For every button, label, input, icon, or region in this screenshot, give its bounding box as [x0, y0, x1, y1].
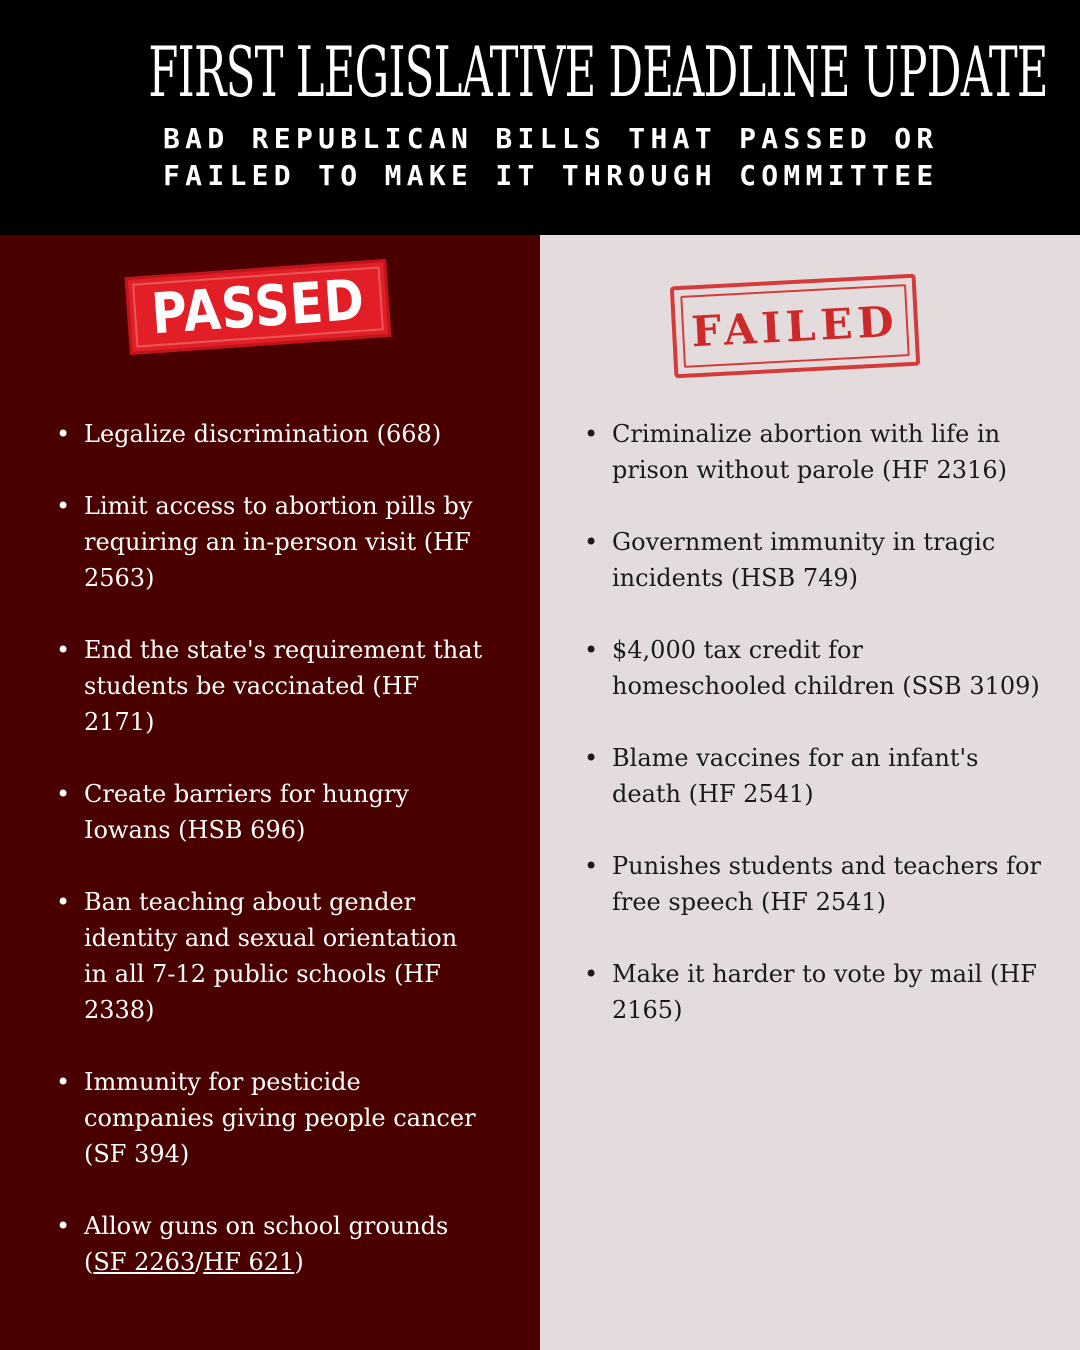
bullet-icon: • [56, 492, 71, 520]
bullet-icon: • [56, 636, 71, 664]
subtitle-line-2: FAILED TO MAKE IT THROUGH COMMITTEE [163, 159, 939, 192]
page-title: FIRST LEGISLATIVE DEADLINE UPDATE [148, 32, 1048, 114]
paren-open: ( [84, 1248, 94, 1276]
passed-item-text: Immunity for pesticide companies giving people cancer (SF 394) [84, 1068, 476, 1168]
list-item [584, 956, 1044, 1028]
failed-stamp-border [680, 284, 909, 368]
page-subtitle [163, 120, 939, 194]
bullet-icon: • [56, 888, 71, 916]
bullet-icon: • [584, 852, 599, 880]
failed-stamp-label: FAILED [690, 296, 900, 356]
bill-link-sf2263[interactable]: SF 2263 [93, 1248, 196, 1276]
passed-item-text: Ban teaching about gender identity and sexual orientation in all 7-12 public schools (HF 2338) [84, 888, 458, 1024]
bullet-icon: • [56, 420, 71, 448]
passed-stamp [125, 259, 392, 355]
passed-item-text: End the state's requirement that students be vaccinated (HF 2171) [84, 636, 483, 736]
link-separator: / [195, 1248, 204, 1276]
passed-stamp-label: PASSED [149, 267, 367, 347]
failed-item-text: $4,000 tax credit for homeschooled children (SSB 3109) [612, 636, 1040, 700]
failed-item-text: Punishes students and teachers for free speech (HF 2541) [612, 852, 1041, 916]
paren-close: ) [294, 1248, 304, 1276]
bullet-icon: • [584, 528, 599, 556]
bullet-icon: • [584, 636, 599, 664]
failed-item-text: Government immunity in tragic incidents (HSB 749) [612, 528, 996, 592]
failed-stamp [670, 274, 920, 379]
bullet-icon: • [56, 780, 71, 808]
subtitle-line-1: BAD REPUBLICAN BILLS THAT PASSED OR [163, 122, 939, 155]
passed-item-text: Allow guns on school grounds [84, 1212, 449, 1240]
list-item [56, 884, 486, 1028]
failed-bill-list [584, 416, 1044, 1064]
list-item [56, 632, 486, 740]
passed-column [0, 235, 540, 1350]
bullet-icon: • [584, 744, 599, 772]
passed-item-text: Legalize discrimination (668) [84, 420, 442, 448]
list-item [584, 416, 1044, 488]
list-item [56, 776, 486, 848]
list-item [584, 524, 1044, 596]
bullet-icon: • [584, 960, 599, 988]
bullet-icon: • [56, 1068, 71, 1096]
list-item [56, 416, 486, 452]
passed-item-text: Limit access to abortion pills by requiring an in-person visit (HF 2563) [84, 492, 473, 592]
bullet-icon: • [584, 420, 599, 448]
list-item [56, 1208, 486, 1280]
list-item [584, 848, 1044, 920]
list-item [56, 488, 486, 596]
list-item [56, 1064, 486, 1172]
bill-link-hf621[interactable]: HF 621 [203, 1248, 295, 1276]
bullet-icon: • [56, 1212, 71, 1240]
list-item [584, 740, 1044, 812]
passed-item-text: Create barriers for hungry Iowans (HSB 696) [84, 780, 409, 844]
failed-item-text: Make it harder to vote by mail (HF 2165) [612, 960, 1037, 1024]
failed-item-text: Blame vaccines for an infant's death (HF 2541) [612, 744, 979, 808]
header [0, 0, 1080, 235]
list-item [584, 632, 1044, 704]
passed-bill-list [56, 416, 486, 1316]
failed-item-text: Criminalize abortion with life in prison without parole (HF 2316) [612, 420, 1007, 484]
